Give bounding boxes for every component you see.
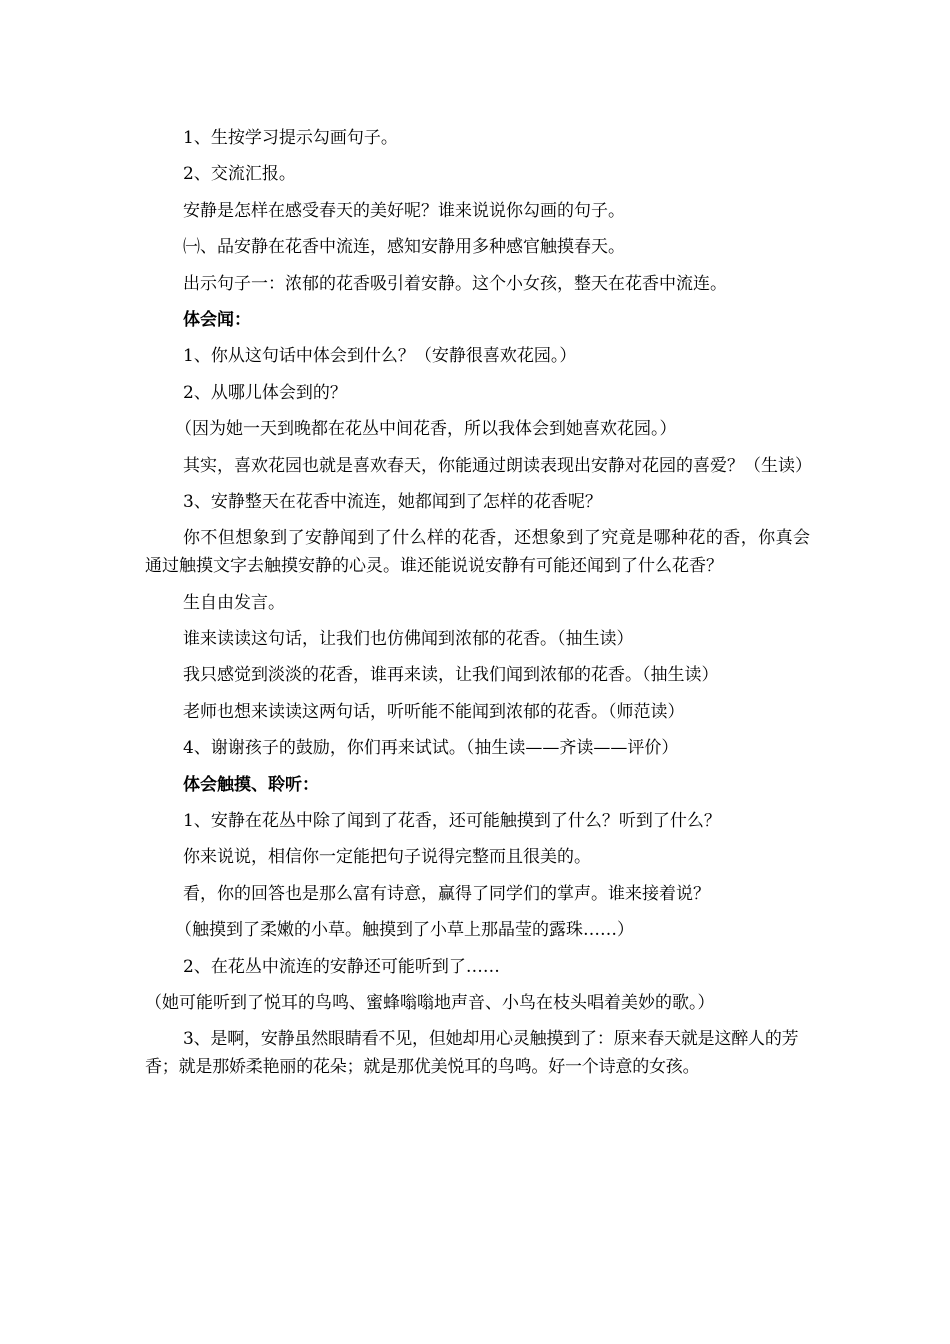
- paragraph-touch-praise: 看，你的回答也是那么富有诗意，赢得了同学们的掌声。谁来接着说？: [183, 883, 710, 904]
- paragraph-step-1: 1、生按学习提示勾画句子。: [183, 128, 398, 148]
- paragraph-listen-q2: 2、在花丛中流连的安静还可能听到了……: [183, 956, 500, 977]
- paragraph-smell-q1: 1、你从这句话中体会到什么？（安静很喜欢花园。）: [183, 346, 577, 367]
- paragraph-encourage: 4、谢谢孩子的鼓励，你们再来试试。（抽生读——齐读——评价）: [183, 738, 679, 759]
- paragraph-free-speech: 生自由发言。: [183, 592, 285, 613]
- paragraph-touch-answer: （触摸到了柔嫩的小草。触摸到了小草上那晶莹的露珠……）: [175, 920, 634, 941]
- paragraph-teacher-read: 老师也想来读读这两句话，听听能不能闻到浓郁的花香。（师范读）: [183, 701, 685, 722]
- heading-touch-listen: 体会触摸、聆听：: [183, 774, 319, 795]
- paragraph-smell-q3: 3、安静整天在花香中流连，她都闻到了怎样的花香呢？: [183, 491, 602, 512]
- paragraph-touch-prompt: 你来说说，相信你一定能把句子说得完整而且很美的。: [183, 847, 591, 868]
- paragraph-read-2: 我只感觉到淡淡的花香，谁再来读，让我们闻到浓郁的花香。（抽生读）: [183, 665, 719, 686]
- heading-smell: 体会闻：: [183, 309, 251, 330]
- document-body: [145, 124, 810, 1090]
- paragraph-section-heading: ㈠、品安静在花香中流连，感知安静用多种感官触摸春天。: [183, 237, 625, 258]
- paragraph-touch-q1: 1、安静在花丛中除了闻到了花香，还可能触摸到了什么？听到了什么？: [183, 811, 721, 832]
- paragraph-love-garden: 其实，喜欢花园也就是喜欢春天，你能通过朗读表现出安静对花园的喜爱？（生读）: [183, 455, 812, 476]
- paragraph-step-2: 2、交流汇报。: [183, 164, 296, 185]
- paragraph-conclusion: 3、是啊，安静虽然眼睛看不见，但她却用心灵触摸到了：原来春天就是这醉人的芳香；就是那娇柔艳丽的花朵；就是那优美悦耳的鸟鸣。好一个诗意的女孩。: [145, 1029, 799, 1078]
- paragraph-listen-answer: （她可能听到了悦耳的鸟鸣、蜜蜂嗡嗡地声音、小鸟在枝头唱着美妙的歌。）: [145, 992, 715, 1013]
- paragraph-read-1: 谁来读读这句话，让我们也仿佛闻到浓郁的花香。（抽生读）: [183, 629, 634, 650]
- paragraph-sentence-one: 出示句子一：浓郁的花香吸引着安静。这个小女孩，整天在花香中流连。: [183, 273, 727, 294]
- paragraph-imagine-fragrance: 你不但想象到了安静闻到了什么样的花香，还想象到了究竟是哪种花的香，你真会通过触摸文字去触摸安静的心灵。谁还能说说安静有可能还闻到了什么花香？: [145, 528, 810, 577]
- paragraph-question: 安静是怎样在感受春天的美好呢？谁来说说你勾画的句子。: [183, 200, 625, 221]
- paragraph-smell-q2: 2、从哪儿体会到的？: [183, 382, 347, 403]
- paragraph-smell-answer: （因为她一天到晚都在花丛中间花香，所以我体会到她喜欢花园。）: [175, 419, 677, 440]
